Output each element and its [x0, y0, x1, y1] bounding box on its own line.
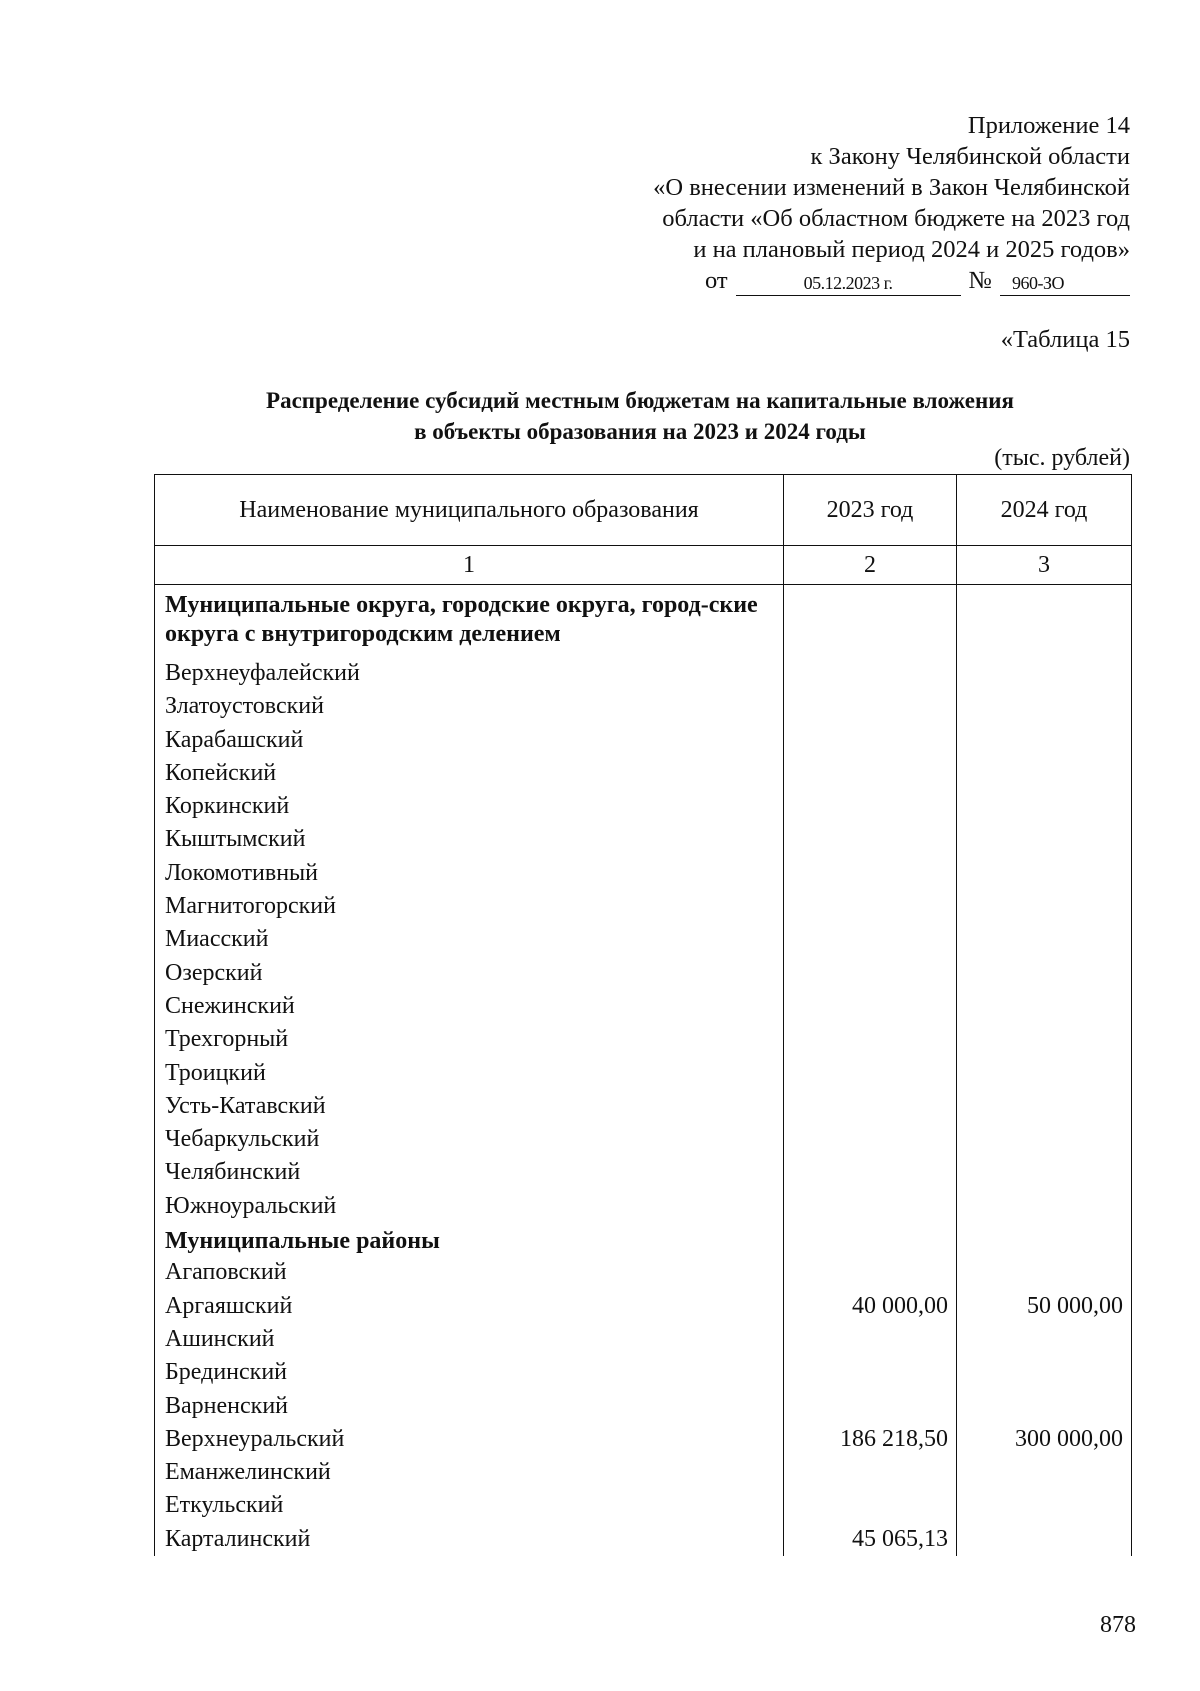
value-2023: 40 000,00 — [784, 1290, 957, 1323]
table-row — [155, 790, 1132, 823]
table-row — [155, 585, 1132, 658]
value-2024 — [957, 990, 1132, 1023]
document-header — [570, 110, 1130, 296]
value-2024 — [957, 823, 1132, 856]
municipality-name: Южноуральский — [155, 1190, 784, 1223]
municipality-name: Усть-Катавский — [155, 1090, 784, 1123]
value-2024 — [957, 1023, 1132, 1056]
table-row — [155, 1489, 1132, 1522]
value-2024 — [957, 857, 1132, 890]
column-number-row — [155, 546, 1132, 585]
municipality-name: Карталинский — [155, 1523, 784, 1556]
table-row — [155, 1456, 1132, 1489]
value-2024 — [957, 657, 1132, 690]
number-prefix: № — [968, 267, 992, 294]
value-2024 — [957, 890, 1132, 923]
municipality-name: Агаповский — [155, 1256, 784, 1289]
value-2023 — [784, 1223, 957, 1256]
value-2024 — [957, 1090, 1132, 1123]
table-row — [155, 690, 1132, 723]
table-row — [155, 757, 1132, 790]
value-2023 — [784, 857, 957, 890]
table-row — [155, 1290, 1132, 1323]
municipality-name: Челябинский — [155, 1156, 784, 1189]
municipality-name: Еткульский — [155, 1489, 784, 1522]
header-line: области «Об областном бюджете на 2023 год — [662, 205, 1130, 232]
value-2024 — [957, 1523, 1132, 1556]
value-2024 — [957, 1323, 1132, 1356]
municipality-name: Кыштымский — [155, 823, 784, 856]
header-line: и на плановый период 2024 и 2025 годов» — [693, 236, 1130, 263]
value-2024 — [957, 1489, 1132, 1522]
municipality-name: Снежинский — [155, 990, 784, 1023]
municipality-name: Аргаяшский — [155, 1290, 784, 1323]
value-2023 — [784, 1156, 957, 1189]
value-2024 — [957, 957, 1132, 990]
value-2023 — [784, 585, 957, 658]
header-2023: 2023 год — [784, 475, 957, 546]
value-2023: 45 065,13 — [784, 1523, 957, 1556]
value-2023 — [784, 890, 957, 923]
value-2023 — [784, 757, 957, 790]
header-line: «О внесении изменений в Закон Челябинской — [653, 174, 1130, 201]
page-number: 878 — [1100, 1612, 1136, 1638]
municipality-name: Верхнеуфалейский — [155, 657, 784, 690]
table-row — [155, 1523, 1132, 1556]
header-name: Наименование муниципального образования — [155, 475, 784, 546]
value-2023 — [784, 690, 957, 723]
municipality-name: Миасский — [155, 923, 784, 956]
column-number: 1 — [155, 546, 784, 585]
value-2023 — [784, 1090, 957, 1123]
municipality-name: Варненский — [155, 1390, 784, 1423]
table-row — [155, 1356, 1132, 1389]
date-prefix: от — [704, 267, 728, 294]
value-2023 — [784, 1489, 957, 1522]
value-2023: 186 218,50 — [784, 1423, 957, 1456]
municipality-name: Брединский — [155, 1356, 784, 1389]
units-label: (тыс. рублей) — [994, 445, 1130, 471]
value-2024 — [957, 757, 1132, 790]
table-row — [155, 1023, 1132, 1056]
table-row — [155, 857, 1132, 890]
municipality-name: Копейский — [155, 757, 784, 790]
value-2023 — [784, 790, 957, 823]
column-number: 2 — [784, 546, 957, 585]
municipality-name: Верхнеуральский — [155, 1423, 784, 1456]
municipality-name: Карабашский — [155, 724, 784, 757]
value-2023 — [784, 923, 957, 956]
table-label: «Таблица 15 — [1000, 326, 1130, 353]
municipality-name: Локомотивный — [155, 857, 784, 890]
section-heading: Муниципальные районы — [155, 1223, 784, 1256]
table-row — [155, 1423, 1132, 1456]
value-2024 — [957, 1156, 1132, 1189]
value-2024 — [957, 923, 1132, 956]
value-2024 — [957, 790, 1132, 823]
value-2023 — [784, 823, 957, 856]
value-2024 — [957, 1356, 1132, 1389]
municipality-name: Коркинский — [155, 790, 784, 823]
table-body — [155, 585, 1132, 1557]
table-row — [155, 823, 1132, 856]
value-2024 — [957, 585, 1132, 658]
value-2024: 300 000,00 — [957, 1423, 1132, 1456]
value-2023 — [784, 957, 957, 990]
value-2024 — [957, 1223, 1132, 1256]
title-line-1: Распределение субсидий местным бюджетам на капитальные вложения — [266, 388, 1014, 413]
value-2023 — [784, 1190, 957, 1223]
date-number-line — [570, 265, 1130, 296]
table-row — [155, 1323, 1132, 1356]
value-2024 — [957, 1256, 1132, 1289]
value-2024 — [957, 1123, 1132, 1156]
header-line: Приложение 14 — [967, 112, 1130, 139]
column-number: 3 — [957, 546, 1132, 585]
municipality-name: Озерский — [155, 957, 784, 990]
municipality-name: Магнитогорский — [155, 890, 784, 923]
municipality-name: Ашинский — [155, 1323, 784, 1356]
table-row — [155, 1090, 1132, 1123]
table-row — [155, 1156, 1132, 1189]
table-row — [155, 1123, 1132, 1156]
value-2024 — [957, 724, 1132, 757]
value-2023 — [784, 1256, 957, 1289]
law-number: 960-ЗО — [1000, 271, 1130, 296]
table-row — [155, 990, 1132, 1023]
municipality-name: Трехгорный — [155, 1023, 784, 1056]
value-2024 — [957, 690, 1132, 723]
municipality-name: Троицкий — [155, 1057, 784, 1090]
document-title — [150, 385, 1130, 447]
value-2024 — [957, 1390, 1132, 1423]
table-row — [155, 890, 1132, 923]
value-2023 — [784, 1323, 957, 1356]
table-row — [155, 1190, 1132, 1223]
table-row — [155, 657, 1132, 690]
value-2023 — [784, 1456, 957, 1489]
value-2023 — [784, 1123, 957, 1156]
title-line-2: в объекты образования на 2023 и 2024 годы — [414, 419, 866, 444]
table-row — [155, 1390, 1132, 1423]
value-2023 — [784, 1356, 957, 1389]
value-2023 — [784, 990, 957, 1023]
value-2024: 50 000,00 — [957, 1290, 1132, 1323]
municipality-name: Еманжелинский — [155, 1456, 784, 1489]
value-2024 — [957, 1456, 1132, 1489]
table-row — [155, 957, 1132, 990]
date-value: 05.12.2023 г. — [736, 271, 961, 296]
header-line: к Закону Челябинской области — [810, 143, 1130, 170]
value-2024 — [957, 1190, 1132, 1223]
section-heading: Муниципальные округа, городские округа, город-ские округа с внутригородским делением — [155, 585, 784, 658]
value-2023 — [784, 1057, 957, 1090]
municipality-name: Златоустовский — [155, 690, 784, 723]
table-row — [155, 1057, 1132, 1090]
value-2023 — [784, 657, 957, 690]
header-2024: 2024 год — [957, 475, 1132, 546]
table-row — [155, 923, 1132, 956]
subsidy-table — [154, 474, 1132, 1556]
table-header-row — [155, 475, 1132, 546]
municipality-name: Чебаркульский — [155, 1123, 784, 1156]
value-2024 — [957, 1057, 1132, 1090]
value-2023 — [784, 1023, 957, 1056]
value-2023 — [784, 724, 957, 757]
table-row — [155, 724, 1132, 757]
table-row — [155, 1256, 1132, 1289]
value-2023 — [784, 1390, 957, 1423]
table-row — [155, 1223, 1132, 1256]
